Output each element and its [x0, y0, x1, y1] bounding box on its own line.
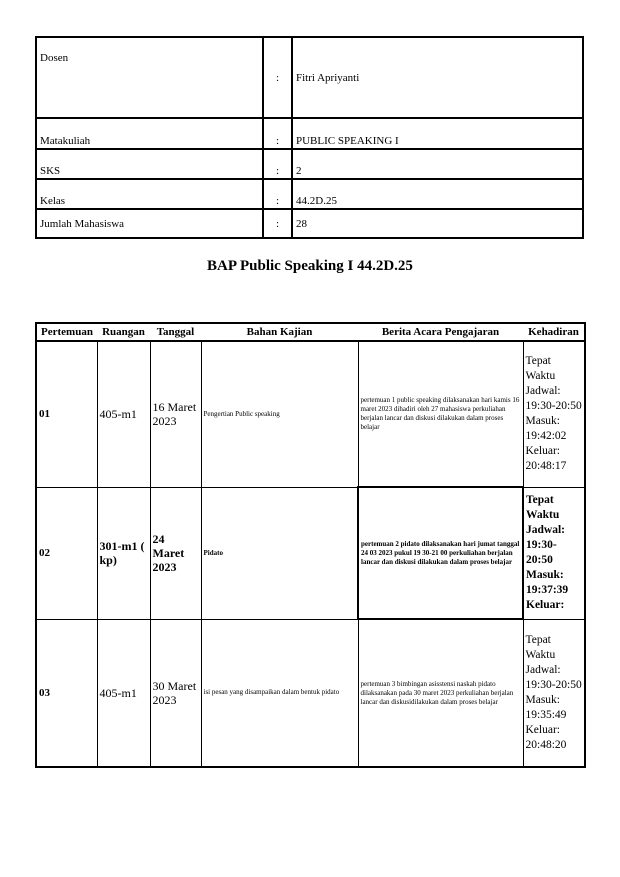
- info-separator: :: [263, 37, 292, 118]
- info-value: 28: [292, 209, 583, 238]
- info-separator: :: [263, 149, 292, 179]
- cell-tanggal: 24 Maret 2023: [150, 487, 201, 619]
- info-label: Jumlah Mahasiswa: [36, 209, 263, 238]
- info-value: PUBLIC SPEAKING I: [292, 118, 583, 149]
- column-header-berita-acara: Berita Acara Pengajaran: [358, 323, 523, 341]
- cell-berita-acara: pertemuan 2 pidato dilaksanakan hari jumat tanggal 24 03 2023 pukul 19 30-21 00 perkuliahan berjalan lancar dan diskusi dilakukan dalam proses belajar: [358, 487, 523, 619]
- cell-tanggal: 16 Maret 2023: [150, 341, 201, 487]
- cell-berita-acara: pertemuan 3 bimbingan asisstensi naskah pidato dilaksanakan pada 30 maret 2023 perkuliahan berjalan lancar dan diskusidilakukan dalam proses belajar: [358, 619, 523, 767]
- column-header-ruangan: Ruangan: [97, 323, 150, 341]
- info-row-dosen: [36, 37, 583, 118]
- cell-pertemuan: 02: [36, 487, 97, 619]
- cell-berita-acara: pertemuan 1 public speaking dilaksanakan hari kamis 16 maret 2023 dihadiri oleh 27 mahasiswa perkuliahan berjalan lancar dan diskusi dilakukan dalam proses belajar: [358, 341, 523, 487]
- cell-tanggal: 30 Maret 2023: [150, 619, 201, 767]
- column-header-bahan-kajian: Bahan Kajian: [201, 323, 358, 341]
- info-row-matakuliah: [36, 118, 583, 149]
- cell-pertemuan: 03: [36, 619, 97, 767]
- cell-ruangan: 405-m1: [97, 619, 150, 767]
- info-separator: :: [263, 118, 292, 149]
- column-header-pertemuan: Pertemuan: [36, 323, 97, 341]
- info-separator: :: [263, 179, 292, 209]
- info-label: Kelas: [36, 179, 263, 209]
- table-row: [36, 487, 585, 619]
- course-info-table: [35, 36, 584, 239]
- cell-kehadiran: Tepat Waktu Jadwal: 19:30-20:50 Masuk: 19:42:02 Keluar: 20:48:17: [523, 341, 585, 487]
- info-separator: :: [263, 209, 292, 238]
- cell-ruangan: 301-m1 ( kp): [97, 487, 150, 619]
- info-row-jumlah-mahasiswa: [36, 209, 583, 238]
- page-title: BAP Public Speaking I 44.2D.25: [207, 258, 413, 274]
- cell-bahan-kajian: Pidato: [201, 487, 358, 619]
- info-label: SKS: [36, 149, 263, 179]
- bap-table: [35, 322, 586, 768]
- info-row-sks: [36, 149, 583, 179]
- cell-kehadiran: Tepat Waktu Jadwal: 19:30-20:50 Masuk: 19:37:39 Keluar:: [523, 487, 585, 619]
- table-row: [36, 619, 585, 767]
- column-header-kehadiran: Kehadiran: [523, 323, 585, 341]
- info-row-kelas: [36, 179, 583, 209]
- info-label: Dosen: [36, 37, 263, 118]
- column-header-tanggal: Tanggal: [150, 323, 201, 341]
- table-header-row: [36, 323, 585, 341]
- info-label: Matakuliah: [36, 118, 263, 149]
- cell-pertemuan: 01: [36, 341, 97, 487]
- cell-kehadiran: Tepat Waktu Jadwal: 19:30-20:50 Masuk: 19:35:49 Keluar: 20:48:20: [523, 619, 585, 767]
- table-row: [36, 341, 585, 487]
- cell-bahan-kajian: isi pesan yang disampaikan dalam bentuk pidato: [201, 619, 358, 767]
- info-value: Fitri Apriyanti: [292, 37, 583, 118]
- cell-bahan-kajian: Pengertian Public speaking: [201, 341, 358, 487]
- cell-ruangan: 405-m1: [97, 341, 150, 487]
- info-value: 2: [292, 149, 583, 179]
- info-value: 44.2D.25: [292, 179, 583, 209]
